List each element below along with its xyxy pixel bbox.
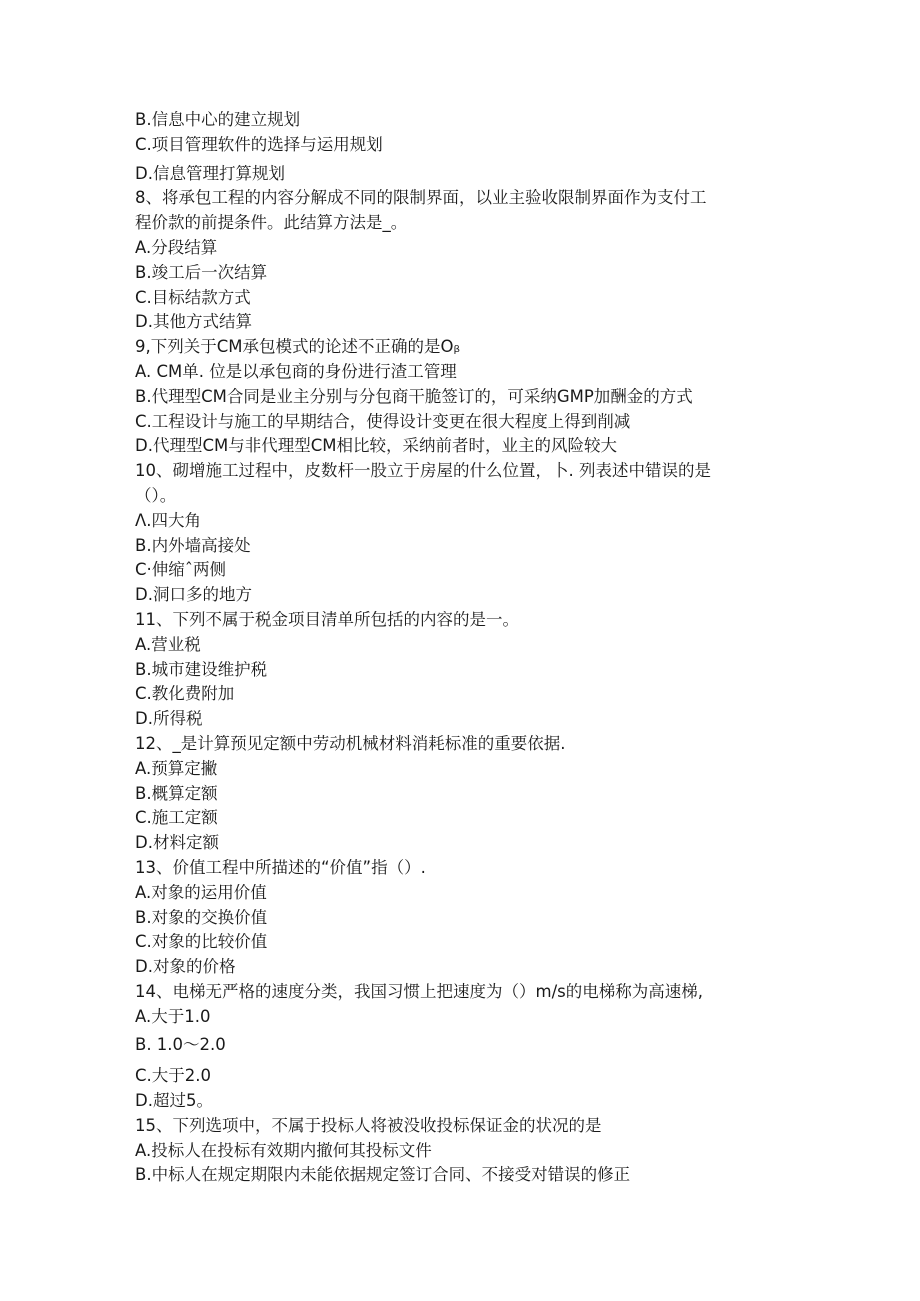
question-stem: 11、下列不属于税金项目清单所包括的内容的是一。 (135, 609, 519, 629)
answer-option: C.工程设计与施工的早期结合，使得设计变更在很大程度上得到削减 (135, 411, 631, 431)
answer-option: C.目标结款方式 (135, 287, 251, 307)
question-stem: 14、电梯无严格的速度分类，我国习惯上把速度为（）m/s的电梯称为高速梯, (135, 981, 703, 1001)
answer-option: D.洞口多的地方 (135, 585, 252, 605)
question-stem: 12、_是计算预见定额中劳动机械材料消耗标准的重要依据. (135, 733, 566, 753)
answer-option: D.材料定额 (135, 833, 219, 853)
document-body (135, 108, 795, 1188)
answer-option: C.教化费附加 (135, 684, 235, 704)
answer-option: B. 1.0～2.0 (135, 1035, 226, 1055)
answer-option: A.分段结算 (135, 237, 218, 257)
answer-option: A.营业税 (135, 634, 201, 654)
answer-option: D.对象的价格 (135, 957, 236, 977)
answer-option: A. CM单. 位是以承包商的身份进行渣工管理 (135, 361, 457, 381)
question-stem-continued: （）。 (135, 485, 177, 505)
answer-option: B.内外墙高接处 (135, 535, 251, 555)
question-stem: 9,下列关于CM承包模式的论述不正确的是Oᵦ (135, 337, 461, 357)
answer-option: A.对象的运用价值 (135, 882, 267, 902)
answer-option: A.预算定撇 (135, 758, 218, 778)
question-stem: 8、将承包工程的内容分解成不同的限制界面，以业主验收限制界面作为支付工 (135, 188, 707, 208)
question-stem: 13、价值工程中所描述的“价值”指（）. (135, 857, 426, 877)
answer-option: Λ.四大角 (135, 510, 202, 530)
answer-option: A.投标人在投标有效期内撤何其投标文件 (135, 1140, 432, 1160)
answer-option: C.对象的比较价值 (135, 932, 268, 952)
answer-option: B.对象的交换价值 (135, 907, 268, 927)
answer-option: D.超过5。 (135, 1091, 213, 1111)
answer-option: B.代理型CM合同是业主分别与分包商干脆签订的，可采纳GMP加酬金的方式 (135, 386, 693, 406)
answer-option: B.竣工后一次结算 (135, 262, 268, 282)
text-line: C.项目管理软件的选择与运用规划 (135, 134, 383, 154)
answer-option: D.其他方式结算 (135, 312, 252, 332)
answer-option: B.城市建设维护税 (135, 659, 268, 679)
question-stem: 10、砌增施工过程中，皮数杆一股立于房屋的什么位置，卜. 列表述中错误的是 (135, 461, 711, 481)
answer-option: B.中标人在规定期限内未能依据规定签订合同、不接受对错误的修正 (135, 1165, 631, 1185)
answer-option: C.施工定额 (135, 808, 218, 828)
question-stem-continued: 程价款的前提条件。此结算方法是_。 (135, 213, 408, 233)
answer-option: D.所得税 (135, 709, 203, 729)
answer-option: D.代理型CM与非代理型CM相比较，采纳前者时，业主的风险较大 (135, 436, 617, 456)
answer-option: C.大于2.0 (135, 1066, 212, 1086)
answer-option: B.概算定额 (135, 783, 218, 803)
answer-option: A.大于1.0 (135, 1006, 211, 1026)
question-stem: 15、下列选项中，不属于投标人将被没收投标保证金的状况的是 (135, 1115, 602, 1135)
text-line: B.信息中心的建立规划 (135, 110, 301, 129)
text-line: D.信息管理打算规划 (135, 163, 285, 183)
answer-option: C·伸缩ˆ两侧 (135, 560, 227, 580)
